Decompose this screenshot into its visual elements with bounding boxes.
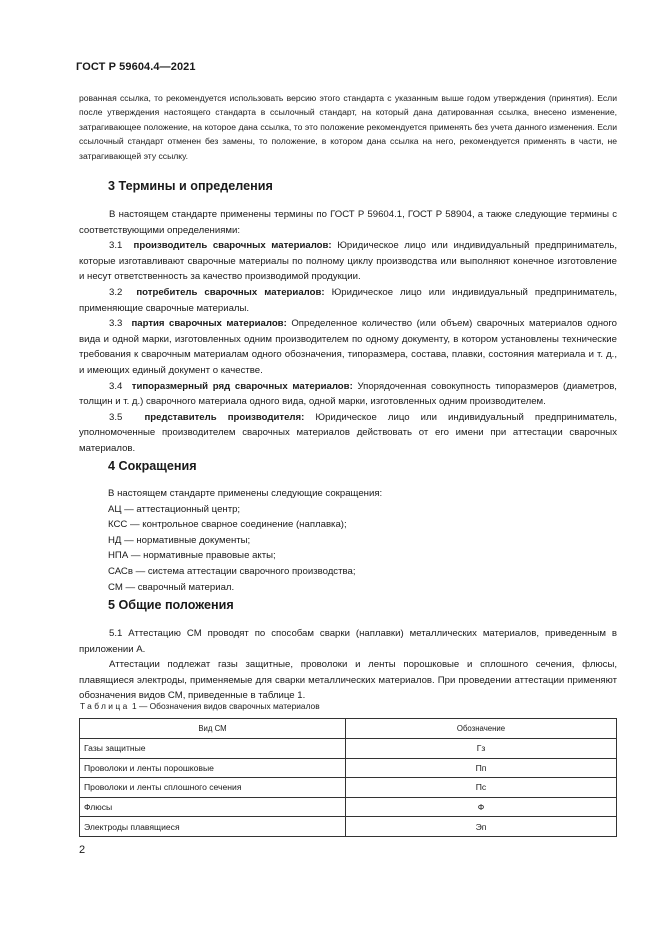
section-4-title: 4 Сокращения [108,459,197,473]
table-1-caption [80,701,320,711]
table-row [80,817,617,837]
term-3-4 [79,379,617,410]
table-row [80,739,617,759]
table-cell-type: Проволоки и ленты порошковые [80,758,346,778]
table-cell-designation: Гз [346,739,617,759]
section-5-p2: Аттестации подлежат газы защитные, проволоки и ленты порошковые и сплошного сечения, флюсы, плавящиеся электроды, применяемые для сварки металлических материалов. При проведении аттестации применяют обозначения видов СМ, приведенные в таблице 1. [79,659,617,702]
table-cell-designation: Ф [346,797,617,817]
term-3-3 [79,316,617,378]
abbreviation-item: КСС — контрольное сварное соединение (наплавка); [108,519,347,531]
section-3-title: 3 Термины и определения [108,179,273,193]
term-definition: Упорядоченная совокупность типоразмеров (диаметров, толщин и т. д.) сварочного материала одного вида, одной марки, изготовленных одним производителем. [79,380,617,408]
table-header-row [80,719,617,739]
table-cell-type: Электроды плавящиеся [80,817,346,837]
abbreviation-item: САСв — система аттестации сварочного производства; [108,565,356,577]
term-number: 3.4 [109,380,123,392]
term-3-2 [79,285,617,316]
term-definition: Юридическое лицо или индивидуальный предприниматель, уполномоченные производителем сварочных материалов действовать от его имени при аттестации сварочных материалов. [79,411,618,454]
table-caption-word: Таблица [80,701,130,711]
table-row [80,778,617,798]
table-cell-type: Газы защитные [80,739,346,759]
section-3-body [79,207,617,457]
section-4-lead: В настоящем стандарте применены следующие сокращения: [108,488,383,499]
term-name: потребитель сварочных материалов: [136,286,325,298]
table-header-designation: Обозначение [346,719,617,739]
term-definition: Юридическое лицо или индивидуальный предприниматель, которые изготавливают сварочные материалы по полному циклу производства или выполняют конечное изготовление и несут ответственность за качество производимой продукции. [79,240,617,283]
table-cell-designation: Пс [346,778,617,798]
term-name: партия сварочных материалов: [131,318,287,330]
table-cell-type: Проволоки и ленты сплошного сечения [80,778,346,798]
term-name: производитель сварочных материалов: [133,240,332,252]
term-name: представитель производителя: [144,411,305,423]
abbreviations-list [108,486,382,595]
abbreviation-item: НПА — нормативные правовые акты; [108,550,276,562]
intro-text: рованная ссылка, то рекомендуется использовать версию этого стандарта с указанным выше годом утверждения (принятия). Если после утверждения настоящего стандарта в ссылочный стандарт, на который дана датированная ссылка, внесено изменение, затрагивающее положение, на которое дана ссылка, то это положение рекомендуется применять без учета данного изменения. Если ссылочный стандарт отменен без замены, то положение, в котором дана ссылка на него, рекомендуется применять в части, не затрагивающей эту ссылку. [79,93,617,161]
term-number: 3.1 [109,240,123,252]
page-number: 2 [79,844,86,856]
table-cell-type: Флюсы [80,797,346,817]
term-number: 3.2 [109,286,123,298]
term-number: 3.3 [109,318,123,330]
table-cell-designation: Эп [346,817,617,837]
term-3-1 [79,238,617,285]
abbreviation-item: АЦ — аттестационный центр; [108,503,241,515]
term-definition: Юридическое лицо или индивидуальный предприниматель, применяющие сварочные материалы. [79,286,617,314]
table-header-type: Вид СМ [80,719,346,739]
term-definition: Определенное количество (или объем) сварочных материалов одного вида и одной марки, изготовленных одним производителем по одному документу, в котором установлены технические требования к сварочным материалам одного обозначения, типоразмера, состава, плавки, состояния материала и т. д., и имеющих единый документ о качестве. [79,318,618,376]
section-5-p1: 5.1 Аттестацию СМ проводят по способам сварки (наплавки) металлических материалов, приведенным в приложении А. [79,628,617,655]
term-name: типоразмерный ряд сварочных материалов: [131,380,353,392]
term-3-5 [79,410,617,457]
document-code-header: ГОСТ Р 59604.4—2021 [76,61,196,73]
term-number: 3.5 [109,411,123,423]
section-5-body [79,626,617,704]
abbreviation-item: НД — нормативные документы; [108,534,251,546]
table-row [80,797,617,817]
table-cell-designation: Пп [346,758,617,778]
table-1 [79,718,617,837]
table-caption-text: 1 — Обозначения видов сварочных материалов [131,701,320,711]
intro-paragraph [79,91,617,163]
section-3-lead: В настоящем стандарте применены термины по ГОСТ Р 59604.1, ГОСТ Р 58904, а также следующие термины с соответствующими определениями: [79,209,617,236]
abbreviation-item: СМ — сварочный материал. [108,581,235,593]
section-5-title: 5 Общие положения [108,598,234,612]
table-row [80,758,617,778]
